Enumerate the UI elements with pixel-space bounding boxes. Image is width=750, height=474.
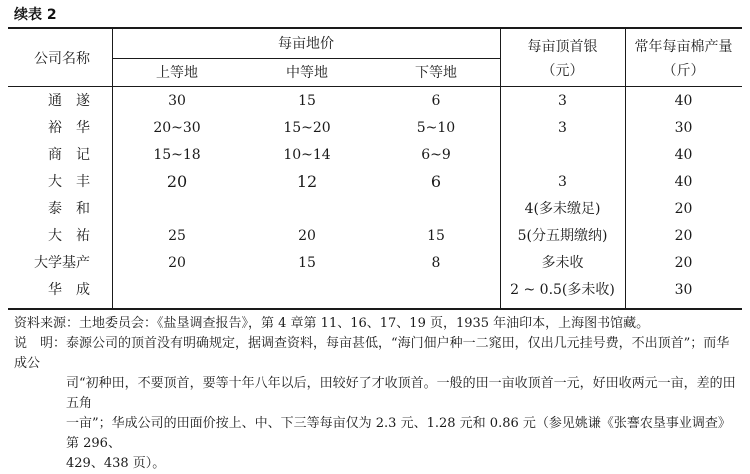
header-cotton-unit: （斤） [662, 63, 705, 79]
header-rule [8, 86, 742, 87]
upper-price: 20 [168, 255, 186, 271]
top-silver: 多未收 [541, 255, 584, 271]
cotton-yield: 40 [674, 93, 693, 109]
company-name: 大学基产 [34, 255, 90, 271]
note-line-1: 泰源公司的顶首没有明确规定，据调查资料，每亩甚低，“海门佃户种一二窕田，仅出几元挂号费，不出顶首”；而华成公 [14, 336, 730, 371]
company-name: 华成 [48, 282, 104, 298]
upper-price: 20~30 [153, 120, 201, 136]
explanation-note [14, 334, 742, 474]
upper-price: 30 [168, 93, 186, 109]
top-silver: 3 [558, 120, 567, 136]
cotton-yield: 40 [674, 174, 693, 190]
note-line-4: 429、438 页）。 [66, 456, 166, 471]
middle-price: 15 [298, 93, 316, 109]
cotton-yield: 20 [674, 255, 693, 271]
header-top-silver: 每亩顶首银 [527, 39, 598, 55]
lower-price: 15 [427, 228, 445, 244]
lower-price: 6 [431, 93, 441, 109]
middle-price: 10~14 [283, 147, 331, 163]
company-name: 商记 [48, 147, 104, 163]
note-line-3: 一亩”；华成公司的田面价按上、中、下三等每亩仅为 2.3 元、1.28 元和 0.86 元（参见姚谦《张謇农垦事业调查》第 296、 [66, 416, 731, 451]
company-name: 泰和 [48, 201, 104, 217]
top-silver: 2 ~ 0.5(多未收) [510, 282, 615, 298]
lower-price: 6~9 [421, 147, 451, 163]
cotton-yield: 30 [674, 120, 693, 136]
bottom-rule [8, 308, 742, 310]
source-note: 资料来源：土地委员会：《盐垦调查报告》，第 4 章第 11、16、17、19 页，1935 年油印本，上海图书馆藏。 [14, 316, 650, 331]
top-silver: 3 [558, 93, 567, 109]
company-name: 大祐 [48, 228, 104, 244]
middle-price: 15 [298, 255, 316, 271]
company-name: 大丰 [48, 174, 104, 190]
header-cotton-yield: 常年每亩棉产量 [634, 39, 733, 55]
cotton-yield: 40 [674, 147, 693, 163]
sub-header-rule [112, 58, 500, 59]
header-middle-land: 中等地 [286, 65, 328, 81]
lower-price: 8 [431, 255, 441, 271]
note-line-2: 司“初种田，不要顶首，要等十年八年以后，田较好了才收顶首。一般的田一亩收顶首一元，好田收两元一亩，差的田五角 [66, 376, 736, 411]
top-silver: 4(多未缴足) [524, 201, 601, 217]
header-upper-land: 上等地 [156, 65, 198, 81]
note-label: 说 明： [14, 336, 67, 351]
header-company: 公司名称 [34, 51, 90, 67]
header-land-price: 每亩地价 [278, 36, 334, 52]
header-lower-land: 下等地 [415, 65, 457, 81]
middle-price: 15~20 [283, 120, 331, 136]
cotton-yield: 20 [674, 201, 693, 217]
lower-price: 6 [430, 172, 442, 191]
lower-price: 5~10 [416, 120, 456, 136]
company-name: 通遂 [48, 93, 104, 109]
top-silver: 5(分五期缴纳) [517, 228, 608, 244]
upper-price: 25 [168, 228, 186, 244]
top-silver: 3 [558, 174, 567, 190]
company-name: 裕华 [48, 120, 104, 136]
cotton-yield: 20 [674, 228, 693, 244]
middle-price: 12 [296, 172, 318, 191]
table-caption: 续表 2 [14, 7, 57, 23]
header-top-silver-unit: （元） [541, 63, 584, 79]
top-rule [8, 27, 742, 29]
cotton-yield: 30 [674, 282, 693, 298]
upper-price: 20 [166, 172, 188, 191]
middle-price: 20 [298, 228, 316, 244]
upper-price: 15~18 [153, 147, 201, 163]
